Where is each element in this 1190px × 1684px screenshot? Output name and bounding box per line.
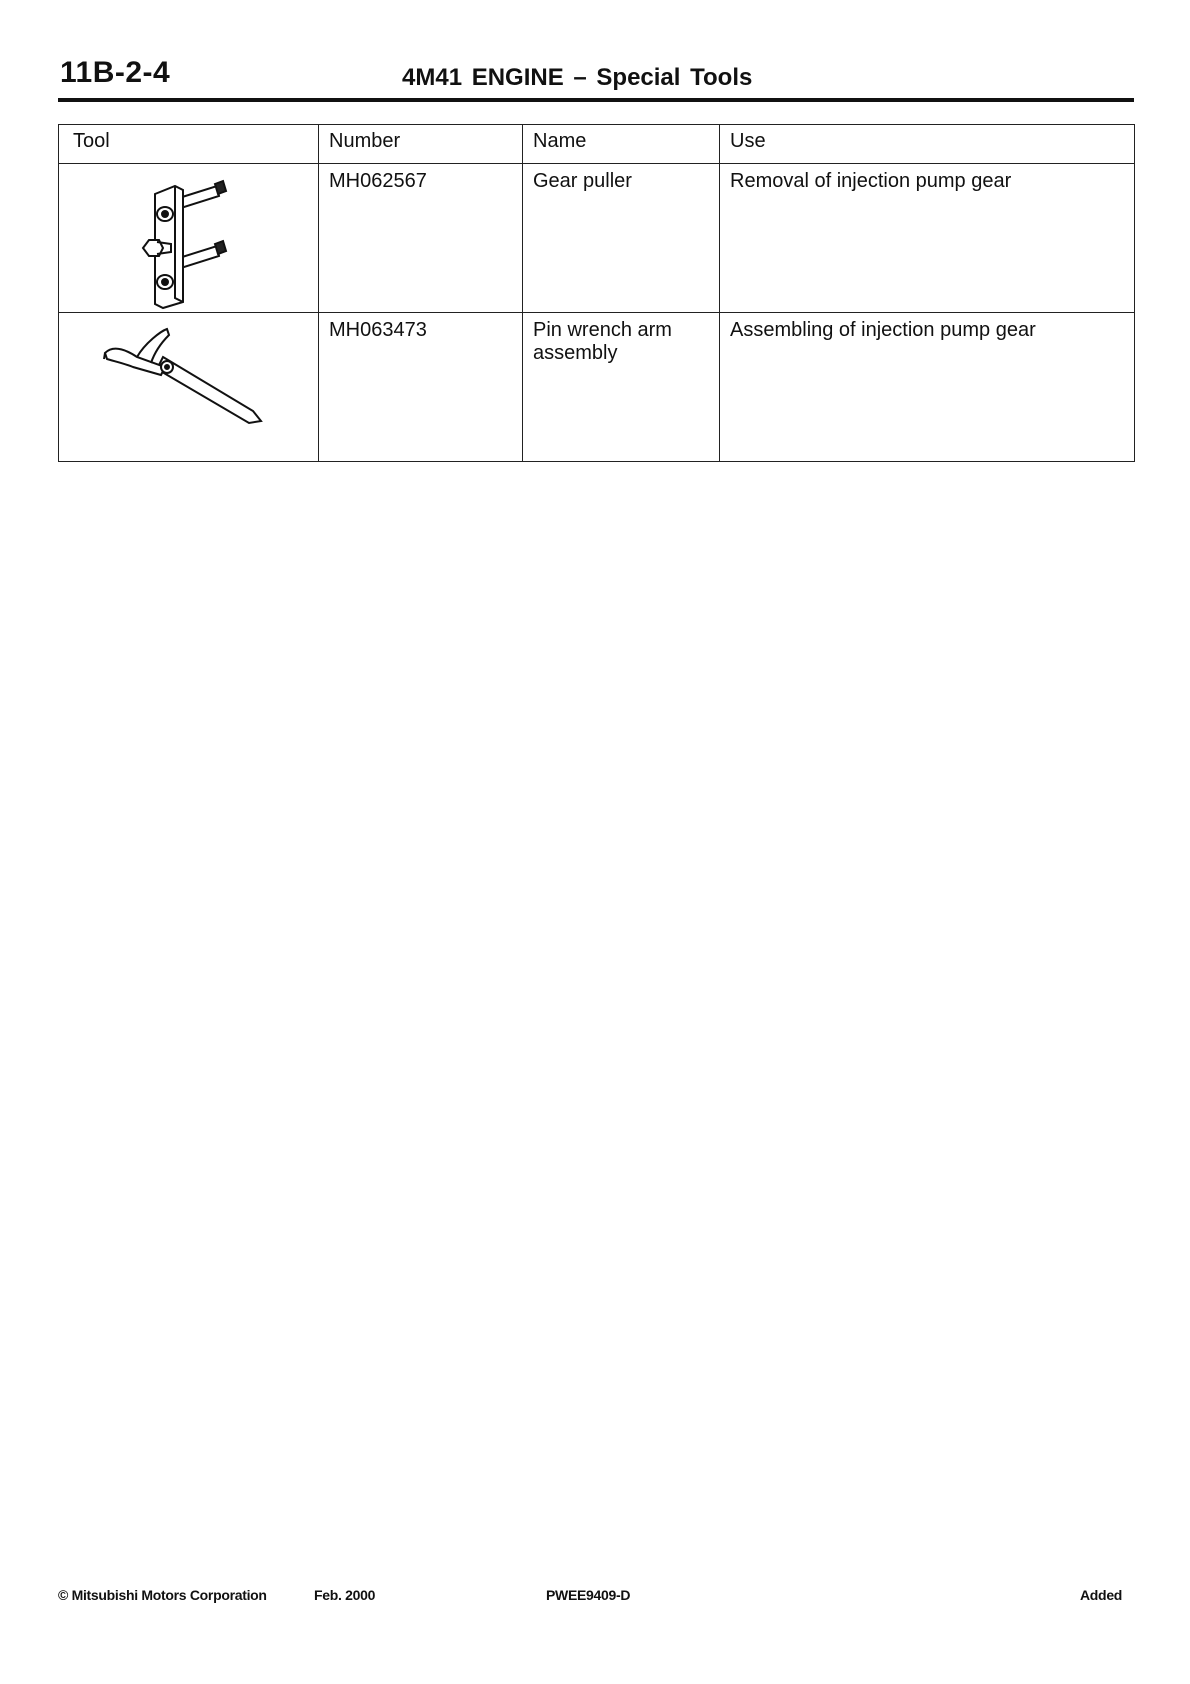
tool-number: MH062567 xyxy=(319,164,523,313)
footer-status: Added xyxy=(1080,1587,1123,1603)
page-title: 4M41 ENGINE – Special Tools xyxy=(402,64,753,91)
footer-copyright: © Mitsubishi Motors Corporation xyxy=(58,1587,267,1603)
page-number: 11B-2-4 xyxy=(60,56,171,89)
tool-use: Removal of injection pump gear xyxy=(720,164,1135,313)
column-header-number: Number xyxy=(319,125,523,164)
tool-illustration-cell xyxy=(59,164,319,313)
special-tools-table xyxy=(58,124,1135,462)
tool-name: Gear puller xyxy=(523,164,720,313)
tool-illustration-cell xyxy=(59,313,319,462)
column-header-use: Use xyxy=(720,125,1135,164)
table-row xyxy=(59,313,1135,462)
footer-doc-code: PWEE9409-D xyxy=(546,1587,631,1603)
column-header-name: Name xyxy=(523,125,720,164)
table-header-row xyxy=(59,125,1135,164)
pin-wrench-icon xyxy=(103,323,283,433)
tool-name: Pin wrench arm assembly xyxy=(523,313,720,462)
table-row xyxy=(59,164,1135,313)
tool-use: Assembling of injection pump gear xyxy=(720,313,1135,462)
gear-puller-icon xyxy=(139,170,259,310)
footer-date: Feb. 2000 xyxy=(314,1587,376,1603)
page-header xyxy=(58,52,1134,102)
column-header-tool: Tool xyxy=(59,125,319,164)
tool-number: MH063473 xyxy=(319,313,523,462)
